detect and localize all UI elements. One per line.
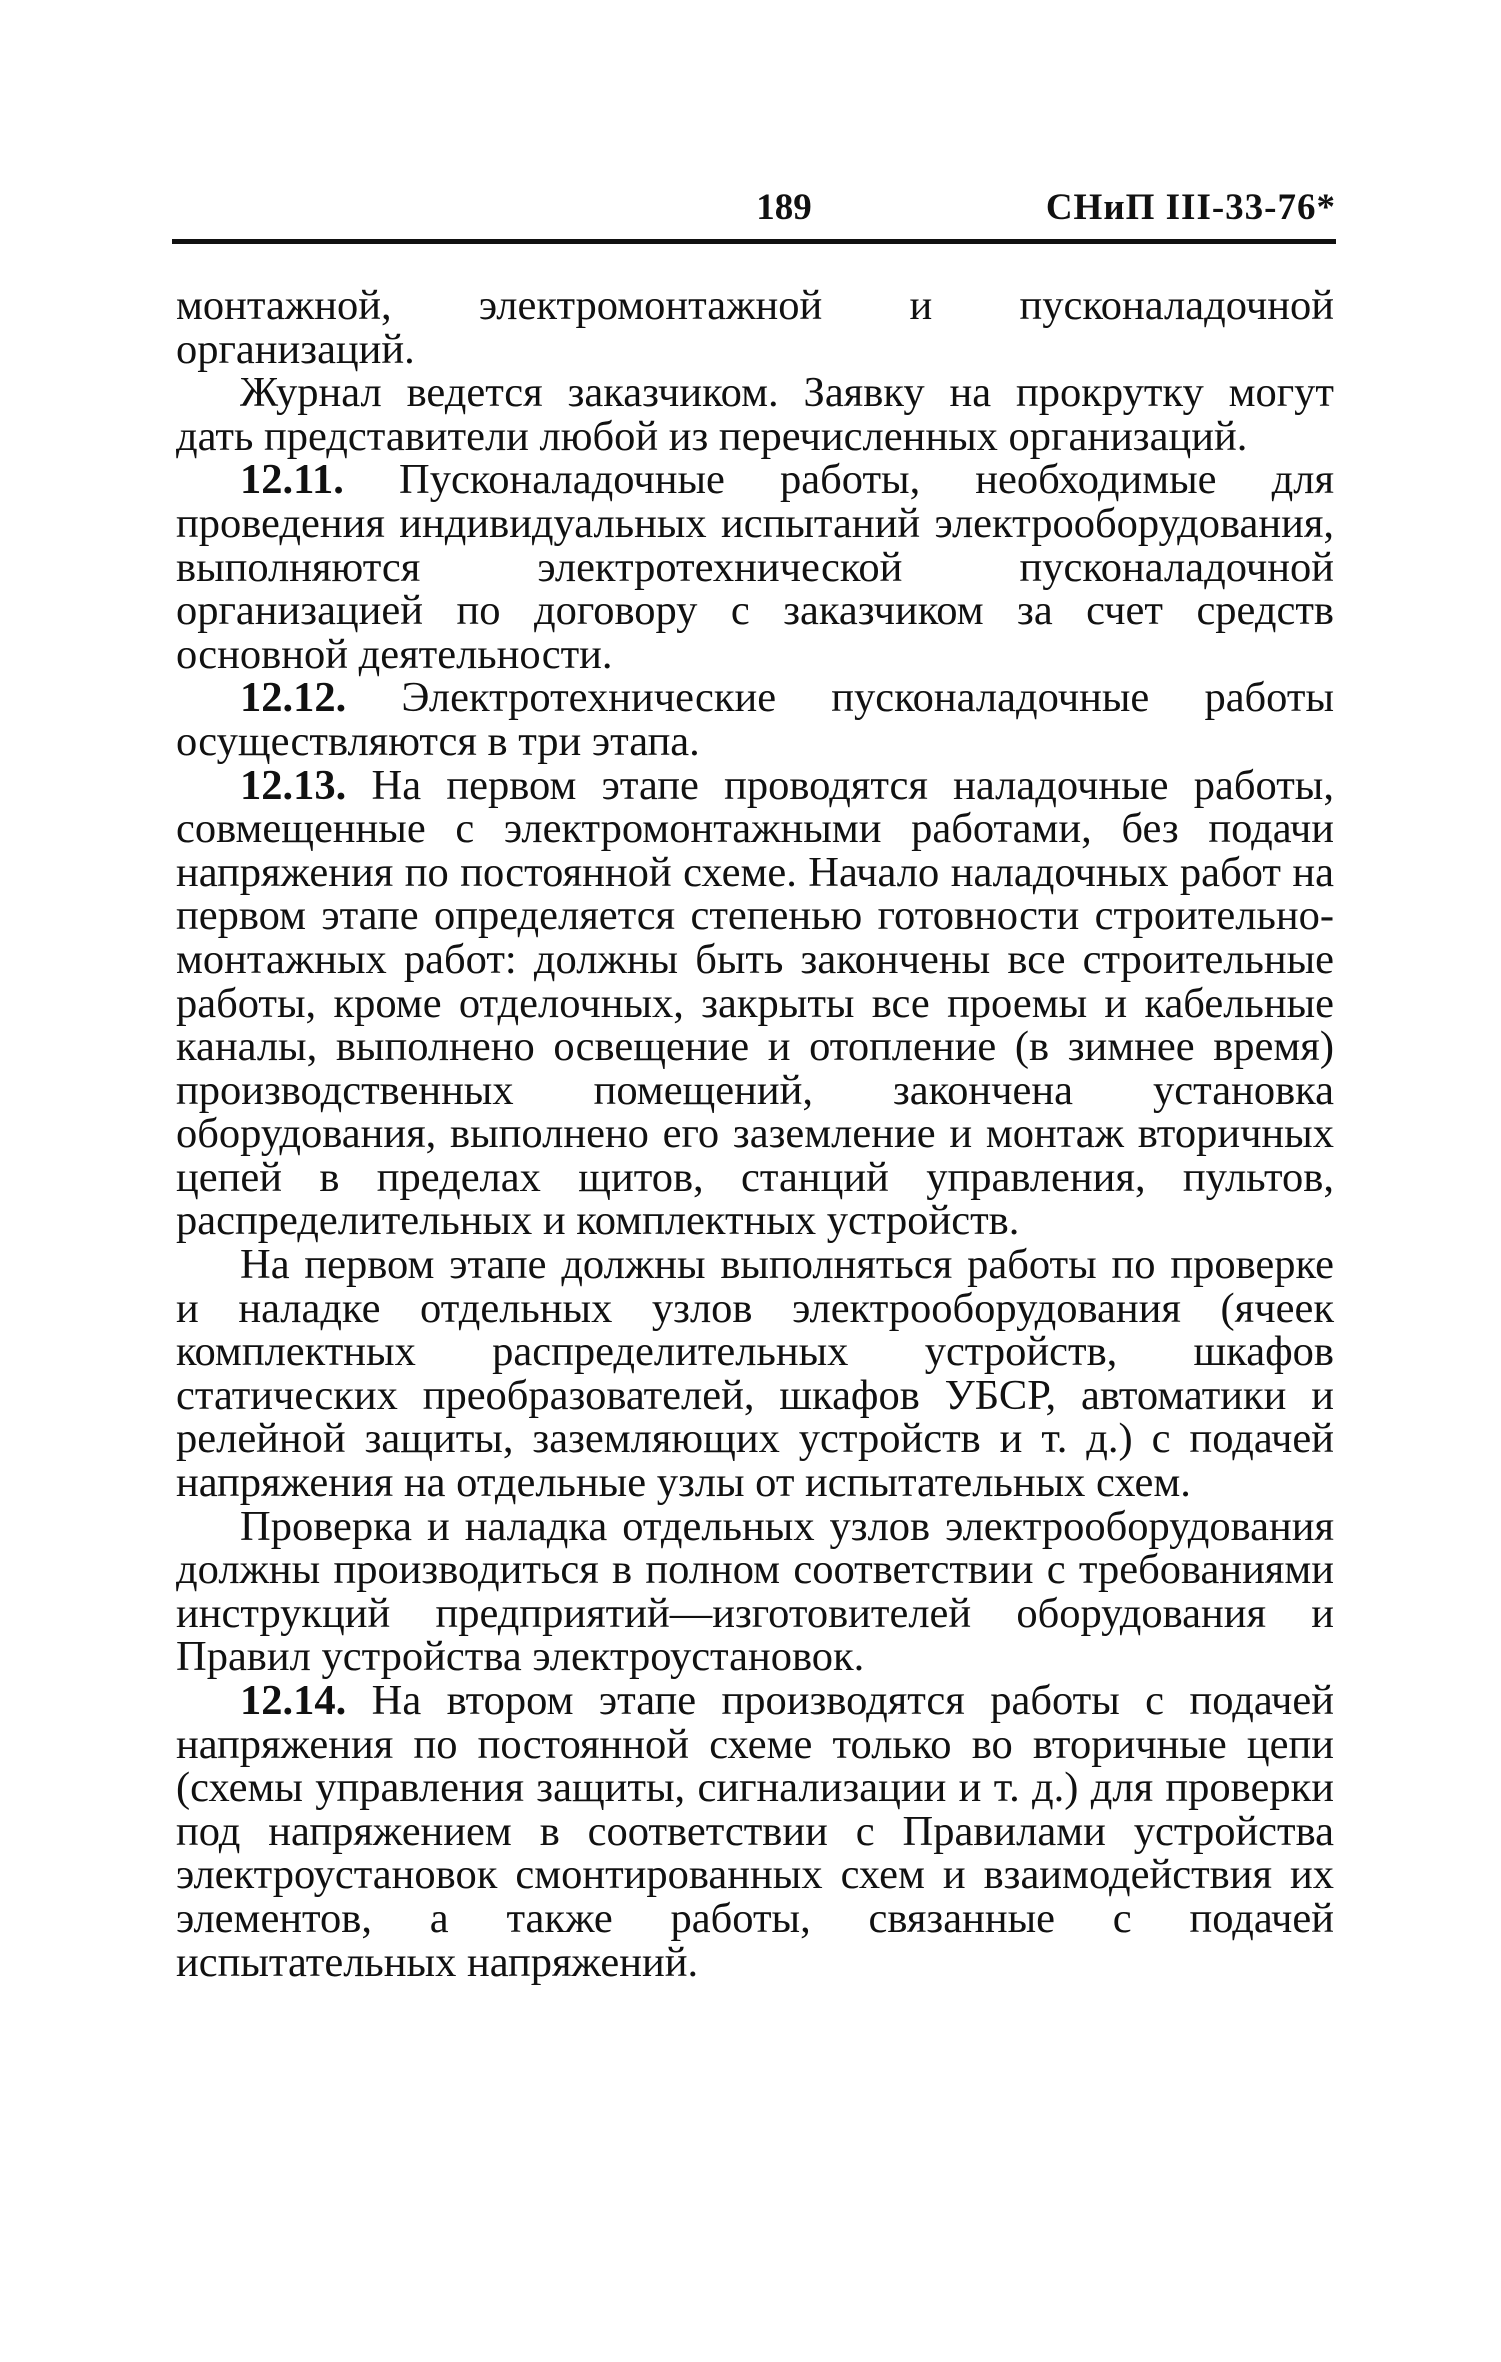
page-number: 189	[756, 187, 812, 228]
header-rule	[172, 239, 1336, 244]
paragraph	[176, 761, 1334, 1245]
paragraph	[176, 1243, 1334, 1505]
paragraph-text: На первом этапе должны выполняться работы по проверке и наладке отдельных узлов электрооборудования (ячеек комплектных распределительных устройств, шкафов статических преобразователей, шкафов УБСР, автоматики и релейной защиты, заземляющих устройств и т. д.) с подачей напряжения на отдельные узлы от испытательных схем.	[176, 1241, 1334, 1507]
paragraph-text: Проверка и наладка отдельных узлов электрооборудования должны производиться в полном соответствии с требованиями инструкций предприятий—изготовителей оборудования и Правил устройства электроустановок.	[176, 1502, 1334, 1681]
clause-number: 12.13.	[240, 761, 347, 809]
paragraph-text: Журнал ведется заказчиком. Заявку на прокрутку могут дать представители любой из перечисленных организаций.	[176, 369, 1334, 460]
paragraph	[176, 371, 1334, 458]
paragraph	[176, 458, 1334, 676]
paragraph	[176, 1679, 1334, 1984]
clause-number: 12.12.	[240, 674, 347, 722]
document-code: СНиП III-33-76*	[1045, 187, 1336, 228]
paragraph	[176, 1502, 1334, 1681]
paragraph-text: монтажной, электромонтажной и пусконаладочной организаций.	[176, 282, 1334, 373]
clause-number: 12.11.	[240, 456, 344, 504]
paragraph-text: На втором этапе производятся работы с подачей напряжения по постоянной схеме только во вторичные цепи (схемы управления защиты, сигнализации и т. д.) для проверки под напряжением в соответствии с Правилами устройства электроустановок смонтированных схем и взаимодействия их элементов, а также работы, связанные с подачей испытательных напряжений.	[176, 1677, 1334, 1986]
paragraph	[176, 676, 1334, 763]
paragraph-text: На первом этапе проводятся наладочные работы, совмещенные с электромонтажными работами, без подачи напряжения по постоянной схеме. Начало наладочных работ на первом этапе определяется степенью готовности строительно-монтажных работ: должны быть закончены все строительные работы, кроме отделочных, закрыты все проемы и кабельные каналы, выполнено освещение и отопление (в зимнее время) производственных помещений, закончена установка оборудования, выполнено его заземление и монтаж вторичных цепей в пределах щитов, станций управления, пультов, распределительных и комплектных устройств.	[176, 761, 1334, 1245]
paragraph-text: Пусконаладочные работы, необходимые для проведения индивидуальных испытаний электрооборудования, выполняются электротехнической пусконаладочной организацией по договору с заказчиком за счет средств основной деятельности.	[176, 456, 1334, 678]
clause-number: 12.14.	[240, 1677, 347, 1724]
paragraph-text: Электротехнические пусконаладочные работы осуществляются в три этапа.	[176, 674, 1334, 765]
body-text	[176, 284, 1334, 1984]
page-header	[172, 186, 1336, 236]
paragraph	[176, 284, 1334, 371]
